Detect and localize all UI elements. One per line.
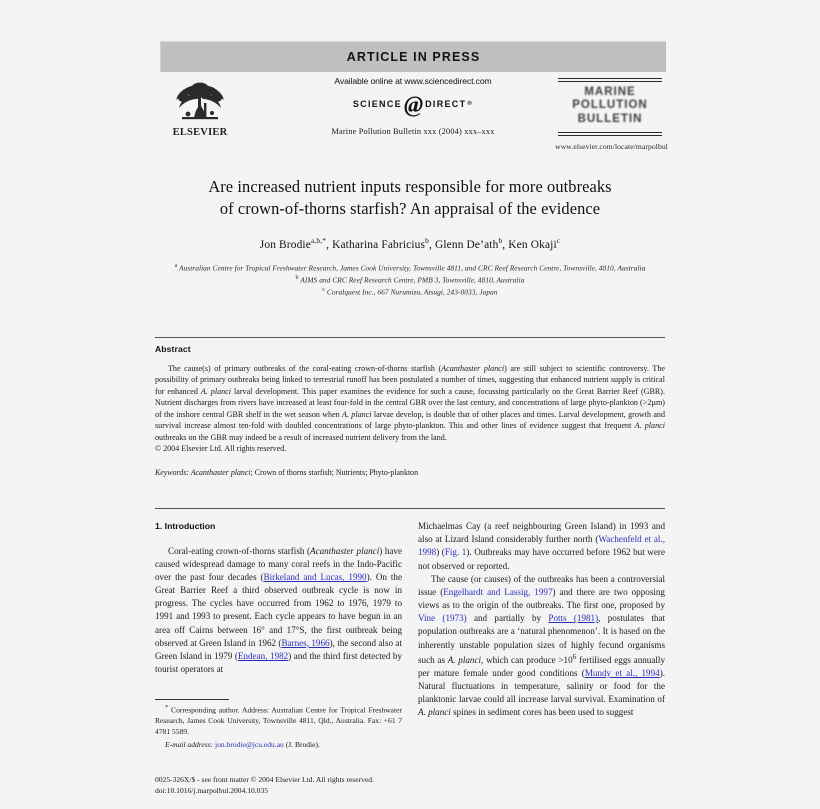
affiliation-c-text: Coralquest Inc., 667 Nurumizu, Atsugi, 243-0033, Japan <box>326 287 498 297</box>
publisher-imprint <box>155 775 425 797</box>
affiliation-b-marker: b <box>295 275 299 282</box>
affiliation-a-text: Australian Centre for Tropical Freshwater Research, James Cook University, Townsville 4811, and CRC Reef Research Centre, Townsville, 4810, Australia <box>178 263 646 273</box>
exponent-six: 6 <box>572 651 577 661</box>
elsevier-tree-icon <box>164 78 236 126</box>
corresponding-author-footnote <box>155 699 402 750</box>
footnote-divider <box>155 699 229 700</box>
journal-masthead <box>148 76 672 158</box>
sciencedirect-at-icon: @ <box>403 92 424 117</box>
citation-endean-1982[interactable]: Endean, 1982 <box>237 650 289 661</box>
abstract-text-2: ) are still subject to scientific controversy. The possibility of primary outbreaks being linked to terrestrial runoff has been postulated a number of times, suggesting that enhanced nutrient supply is critical for enhanced <box>155 364 665 396</box>
doi-line: doi:10.1016/j.marpolbul.2004.10.035 <box>155 785 268 795</box>
abstract-heading: Abstract <box>155 344 191 354</box>
article-in-press-label: ARTICLE IN PRESS <box>346 50 481 64</box>
right-text-1: Michaelmas Cay (a reef neighbouring Green Island) in 1993 and also at Lizard Island considerably further north ( <box>418 521 665 545</box>
abstract-text-3: larval development. This paper examines the evidence for such a cause, focussing particularly on the Great Barrier Reef (GBR). Nutrient discharges from rivers have increased at least four-fold in the central GBR over the last century, and concentrations of large phyto-plankton (>2µm) of the inshore central GBR shelf in the wet season when <box>155 386 666 419</box>
footnote-email-line <box>155 740 402 751</box>
abstract-bottom-divider <box>155 508 665 509</box>
abstract-text-4: larvae develop, is double that of other places and times. Larval development, growth and survival increase almost ten-fold with doubled concentrations of large phyto-plankton. This and other lines of evidence suggest that frequent <box>155 409 666 431</box>
citation-engelhardt-lassig-1997[interactable]: Engelhardt and Lassig, 1997 <box>443 586 553 597</box>
species-name-3: A. planci <box>342 409 372 419</box>
right-species-1: A. planci <box>447 654 482 665</box>
left-species-1: Acanthaster planci <box>310 545 380 556</box>
article-in-press-banner <box>160 41 666 72</box>
left-text-5: ) and the third first detected by tourist operators at <box>155 650 402 675</box>
author-3-name: Glenn De’ath <box>434 239 499 252</box>
affiliation-a <box>148 262 672 274</box>
page-title <box>174 176 646 219</box>
citation-wachenfeld-1998[interactable]: Wachenfeld et al., 1998 <box>418 534 665 558</box>
journal-url: www.elsevier.com/locate/marpolbul <box>555 141 668 151</box>
sciencedirect-science-word: SCIENCE <box>352 99 402 110</box>
keywords-line <box>155 468 665 477</box>
abstract-copyright: © 2004 Elsevier Ltd. All rights reserved. <box>155 443 287 453</box>
citation-mundy-1994[interactable]: Mundy et al., 1994 <box>584 667 660 678</box>
right-species-2: A. planci <box>418 707 451 718</box>
right-text-3: ). Outbreaks may have occurred before 1962 but were not observed or reported. <box>418 547 665 571</box>
author-4-affil-marker: c <box>556 236 561 246</box>
sciencedirect-direct-word: DIRECT <box>425 99 467 110</box>
left-text-2: ) have caused widespread damage to many coral reefs in the Indo-Pacific over the past four decades ( <box>155 545 402 582</box>
right-text-11: spines in sediment cores has been used to suggest <box>450 707 634 718</box>
footnote-text <box>155 704 402 738</box>
journal-logo-bottom-rule <box>558 132 662 136</box>
journal-logo <box>552 76 668 151</box>
affiliation-b-text: AIMS and CRC Reef Research Centre, PMB 3, Townsville, 4810, Australia <box>300 275 525 285</box>
author-4-name: Ken Okaji <box>508 239 557 252</box>
title-line-1: Are increased nutrient inputs responsible for more outbreaks <box>208 177 612 196</box>
title-line-2: of crown-of-thorns starfish? An appraisal of the evidence <box>219 198 601 218</box>
journal-logo-line-2: POLLUTION <box>572 99 648 112</box>
body-column-right <box>418 520 665 720</box>
species-name-1: Acanthaster planci <box>441 364 505 373</box>
abstract-top-divider <box>155 337 665 338</box>
right-text-4: The cause (or causes) of the outbreaks has been a controversial issue ( <box>418 573 665 597</box>
right-text-5: ) and there are two opposing views as to the origin of the outbreaks. The first one, proposed by <box>418 586 665 611</box>
email-address-label: E-mail address: <box>165 739 214 749</box>
abstract-paragraph <box>155 363 665 443</box>
journal-logo-text <box>552 82 668 129</box>
right-text-9: fertilised eggs annually per mature female under good conditions ( <box>418 654 665 678</box>
right-text-7: , postulates that population outbreaks are a ‘natural phenomenon’. It is based on the inherently unstable population sizes of highly fecund organisms such as <box>418 613 666 665</box>
title-block <box>148 176 672 299</box>
abstract-section <box>155 344 665 477</box>
right-text-2: ) ( <box>436 547 445 558</box>
keywords-label: Keywords: <box>155 468 189 478</box>
intro-paragraph-right-2 <box>418 573 665 720</box>
abstract-text-1: The cause(s) of primary outbreaks of the coral-eating crown-of-thorns starfish ( <box>168 364 442 373</box>
journal-logo-line-1: MARINE <box>584 85 636 98</box>
journal-logo-line-3: BULLETIN <box>577 112 643 125</box>
author-list: Jon Brodie$^{a,b,*}$, Katharina Fabricius$^b$, Glenn De’ath$^b$, Ken Okaji$^c$ <box>259 236 561 252</box>
right-text-8: , which can produce >10 <box>481 654 573 665</box>
issn-front-matter: 0025-326X/$ - see front matter © 2004 Elsevier Ltd. All rights reserved. <box>155 775 374 784</box>
footnote-body: Corresponding author. Address: Australian Centre for Tropical Freshwater Research, James Cook University, Townsville 4811, Qld., Australia. Fax: +61 7 4781 5589. <box>155 705 402 736</box>
figure-reference-1[interactable]: Fig. 1 <box>444 547 467 558</box>
left-text-3: ). On the Great Barrier Reef a third observed outbreak cycle is now in progress. The cycles have occurred from 1962 to 1976, 1979 to 1991 and 1993 to present. Each cycle appears to have begun in an area off Cairns between 16° and 17°S, the first outbreak being observed at Green Island in 1962 ( <box>155 571 403 648</box>
author-2-name: Katharina Fabricius <box>332 239 426 252</box>
elsevier-wordmark: ELSEVIER <box>172 127 228 138</box>
intro-paragraph-left <box>155 545 402 677</box>
keywords-rest: ; Crown of thorns starfish; Nutrients; Phyto-plankton <box>250 468 419 478</box>
right-text-6: and partially by <box>466 613 549 624</box>
citation-birkeland-lucas-1990[interactable]: Birkeland and Lucas, 1990 <box>263 571 367 582</box>
species-name-4: A. planci <box>634 421 665 431</box>
elsevier-logo <box>160 78 240 138</box>
right-text-10: ). Natural fluctuations in temperature, salinity or food for the planktonic larvae could all increase larval survival. Examination of <box>418 667 665 705</box>
available-online-text: Available online at www.sciencedirect.com <box>334 76 492 86</box>
keywords-species: Acanthaster planci <box>188 468 251 478</box>
intro-paragraph-right-1 <box>418 520 665 573</box>
section-heading-introduction: 1. Introduction <box>155 521 216 531</box>
body-column-left <box>155 520 402 676</box>
left-text-1: Coral-eating crown-of-thorns starfish ( <box>168 545 311 556</box>
citation-potts-1981[interactable]: Potts (1981) <box>548 613 599 624</box>
abstract-text-5: outbreaks on the GBR may indeed be a result of increased nutrient delivery from the land. <box>155 432 447 442</box>
left-text-4: ), the second also at Green Island in 1979 ( <box>155 637 402 661</box>
affiliation-b <box>148 274 672 286</box>
email-suffix: (J. Brodie). <box>283 739 320 749</box>
affiliation-a-marker: a <box>174 263 178 270</box>
author-1-affil-marker: a,b,* <box>310 236 327 246</box>
journal-citation-line: Marine Pollution Bulletin xxx (2004) xxx–xxx <box>331 127 495 137</box>
author-2-affil-marker: b <box>425 236 429 246</box>
affiliations-list <box>148 262 672 298</box>
footnote-marker: * <box>165 704 169 711</box>
citation-barnes-1966[interactable]: Barnes, 1966 <box>281 637 330 648</box>
affiliation-c-marker: c <box>322 287 325 294</box>
tree-illustration-icon <box>164 78 236 126</box>
author-email-link[interactable]: jon.brodie@jcu.edu.au <box>215 739 284 749</box>
species-name-2: A. planci <box>200 386 232 396</box>
affiliation-c <box>148 286 672 298</box>
author-3-affil-marker: b <box>498 236 503 246</box>
registered-trademark-icon: ® <box>467 101 474 108</box>
author-1-name: Jon Brodie <box>259 239 311 252</box>
sciencedirect-logo <box>278 92 548 117</box>
sciencedirect-block <box>278 76 548 136</box>
citation-vine-1973[interactable]: Vine (1973) <box>418 613 467 624</box>
